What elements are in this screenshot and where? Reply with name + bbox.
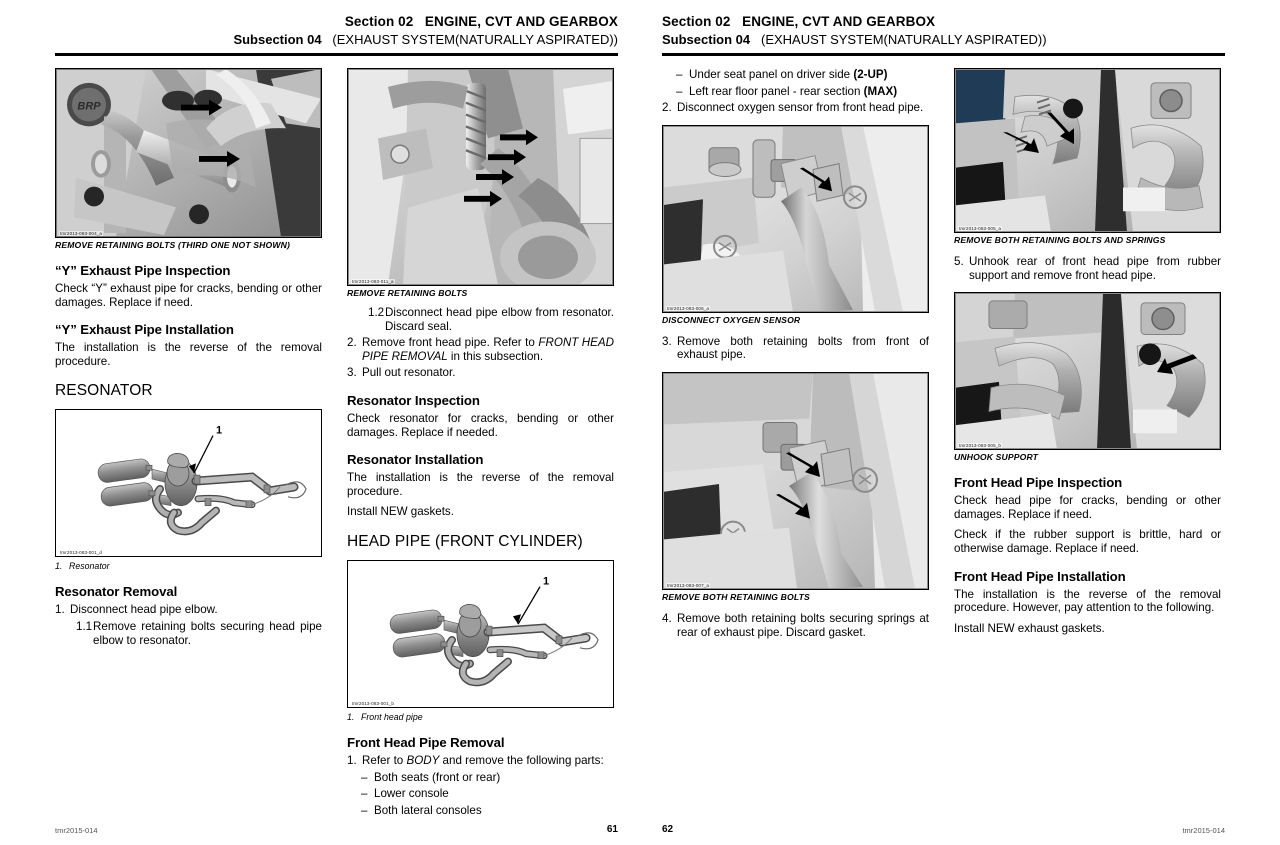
header-section-label: Section 02 [662, 14, 731, 29]
figure-remove-retaining-bolts-photo-2 [347, 68, 614, 286]
header-subsection-title: (EXHAUST SYSTEM(NATURALLY ASPIRATED)) [760, 32, 1047, 47]
step-text: Remove both retaining bolts securing springs at rear of exhaust pipe. Discard gasket. [677, 611, 929, 639]
dash-text: Both lateral consoles [374, 803, 482, 817]
dash-item [347, 787, 614, 801]
drawing-exhaust-assembly-front-head-pipe [348, 561, 613, 707]
figure-unhook-support [954, 292, 1221, 450]
figure-resonator-drawing [55, 409, 322, 557]
para-install-new-gaskets: Install NEW gaskets. [347, 505, 454, 519]
legend-number: 1. [347, 711, 355, 722]
step-text: Disconnect head pipe elbow. [70, 603, 218, 617]
page-left-column-1 [55, 68, 322, 824]
step-text-before: Refer to [362, 753, 407, 767]
para-front-head-pipe-installation-2: Install NEW exhaust gaskets. [954, 621, 1105, 635]
dash-marker: – [676, 68, 683, 81]
page-right-columns [662, 68, 1225, 646]
figure-remove-bolts-and-springs [954, 68, 1221, 233]
footer-page-number-left: 61 [606, 824, 618, 835]
step-text: Remove both retaining bolts from front of exhaust pipe. [677, 334, 929, 362]
step-number: 1.1 [76, 619, 93, 633]
figure-legend [55, 561, 322, 571]
figure-legend [347, 712, 614, 722]
step-number: 3. [662, 334, 672, 348]
page-left-column-2 [347, 68, 614, 824]
page-left-columns [55, 68, 618, 824]
list-step-3 [662, 335, 929, 362]
heading-y-exhaust-pipe-installation: “Y” Exhaust Pipe Installation [55, 322, 234, 338]
page-right-header [662, 0, 1225, 56]
header-subsection-title: (EXHAUST SYSTEM(NATURALLY ASPIRATED)) [332, 32, 618, 47]
figure-caption: REMOVE BOTH RETAINING BOLTS AND SPRINGS [954, 235, 1166, 245]
step-text-italic: FRONT HEAD PIPE REMOVAL [362, 336, 615, 363]
figure-code: tmr2013-083-011_a [352, 279, 394, 284]
header-subsection-line [662, 32, 1225, 47]
step-number: 1. [347, 753, 357, 767]
figure-caption: REMOVE RETAINING BOLTS [347, 288, 468, 298]
dash-marker: – [361, 787, 368, 801]
dash-item [662, 85, 929, 99]
para-front-head-pipe-installation-1: The installation is the reverse of the removal procedure. However, pay attention to the following. [954, 587, 1221, 615]
figure-code: tmr2013-083-007_a [667, 582, 710, 588]
figure-code: tmr2013-083-004_a [60, 231, 103, 236]
figure-remove-both-retaining-bolts [662, 372, 929, 590]
legend-number: 1. [55, 561, 63, 572]
page-left-header [55, 0, 618, 56]
page-right-column-1 [662, 68, 929, 646]
step-text: Disconnect head pipe elbow from resonator. Discard seal. [385, 306, 614, 333]
step-number: 1. [55, 603, 65, 617]
step-item [954, 255, 1221, 282]
dash-text: Under seat panel on driver side [689, 68, 854, 81]
header-subsection-line [55, 32, 618, 47]
para-front-head-pipe-inspection-1: Check head pipe for cracks, bending or other damages. Replace if need. [954, 494, 1221, 521]
heading-front-head-pipe-installation: Front Head Pipe Installation [954, 568, 1126, 584]
step-text: Remove retaining bolts securing head pipe elbow to resonator. [93, 619, 322, 647]
list-resonator-removal-steps-cont [347, 306, 614, 380]
step-item [662, 101, 929, 115]
step-item [662, 335, 929, 362]
header-rule [662, 53, 1225, 56]
step-number: 2. [662, 101, 672, 115]
header-section-line [55, 14, 618, 29]
step-text: Unhook rear of front head pipe from rubber support and remove front head pipe. [969, 255, 1221, 282]
footer-page-number-right: 62 [662, 824, 674, 835]
footer-doc-code-right: tmr2015-014 [1182, 826, 1225, 835]
header-subsection-label: Subsection 04 [233, 32, 322, 47]
dash-text: Left rear floor panel - rear section [689, 84, 864, 98]
figure-front-head-pipe-drawing [347, 560, 614, 708]
figure-remove-retaining-bolts-photo [55, 68, 322, 238]
heading-front-head-pipe-removal: Front Head Pipe Removal [347, 734, 505, 750]
header-subsection-label: Subsection 04 [662, 32, 751, 47]
step-item [347, 366, 614, 380]
para-y-exhaust-pipe-installation: The installation is the reverse of the removal procedure. [55, 341, 322, 368]
dash-marker: – [361, 770, 368, 784]
figure-caption: UNHOOK SUPPORT [954, 452, 1039, 463]
step-item [55, 603, 322, 617]
photo-bolts-and-springs [955, 69, 1220, 232]
heading-head-pipe-section: HEAD PIPE (FRONT CYLINDER) [347, 532, 583, 550]
figure-code: tmr2013-083-001_d [60, 550, 103, 556]
para-resonator-installation: The installation is the reverse of the removal procedure. [347, 471, 614, 498]
step-item [347, 306, 614, 333]
callout-1: 1 [216, 425, 223, 438]
dash-marker: – [676, 84, 683, 98]
figure-code: tmr2013-083-005_a [959, 226, 1002, 231]
step-text-after: and remove the following parts: [439, 753, 604, 767]
list-step-4 [662, 612, 929, 639]
step-number: 5. [954, 255, 964, 268]
heading-y-exhaust-pipe-inspection: “Y” Exhaust Pipe Inspection [55, 263, 231, 278]
callout-1: 1 [543, 575, 550, 588]
photo-unhook-support [955, 293, 1220, 449]
legend-text: Resonator [69, 561, 110, 572]
heading-resonator-installation: Resonator Installation [347, 452, 484, 468]
photo-shock-exhaust-bolts [348, 69, 613, 285]
page-right [640, 0, 1280, 845]
heading-resonator-inspection: Resonator Inspection [347, 392, 480, 408]
header-section-title: ENGINE, CVT AND GEARBOX [424, 14, 618, 29]
step-item [662, 612, 929, 639]
step-item [347, 336, 614, 363]
step-text: Disconnect oxygen sensor from front head pipe. [677, 101, 924, 115]
para-resonator-inspection: Check resonator for cracks, bending or other damages. Replace if needed. [347, 411, 614, 439]
dash-marker: – [361, 803, 368, 817]
header-section-line [662, 14, 1225, 29]
photo-engine-exhaust-bolts [56, 69, 321, 237]
step-item [55, 620, 322, 647]
photo-oxygen-sensor [663, 126, 928, 312]
list-front-head-pipe-removal [347, 754, 614, 817]
heading-front-head-pipe-inspection: Front Head Pipe Inspection [954, 475, 1123, 491]
list-step-5 [954, 255, 1221, 282]
figure-code: tmr2013-083-001_b [352, 700, 395, 706]
step-text: Pull out resonator. [362, 366, 456, 380]
svg-text:BRP: BRP [77, 100, 101, 113]
header-rule [55, 53, 618, 56]
step-text-after: in this subsection. [447, 349, 544, 363]
list-resonator-removal-steps [55, 603, 322, 647]
figure-code: tmr2013-083-005_b [959, 443, 1002, 449]
footer-doc-code-left: tmr2015-014 [55, 826, 98, 835]
para-front-head-pipe-inspection-2: Check if the rubber support is brittle, hard or otherwise damage. Replace if need. [954, 528, 1221, 555]
figure-caption: REMOVE RETAINING BOLTS (THIRD ONE NOT SHOWN) [55, 240, 290, 250]
dash-text: Lower console [374, 787, 449, 801]
heading-resonator-section: RESONATOR [55, 382, 153, 400]
header-section-title: ENGINE, CVT AND GEARBOX [742, 14, 936, 29]
dash-text: Both seats (front or rear) [374, 770, 501, 784]
dash-item [347, 771, 614, 785]
step-item [347, 754, 614, 768]
dash-text-bold: (MAX) [863, 84, 898, 98]
step-number: 2. [347, 336, 357, 350]
photo-retaining-bolts-front [663, 373, 928, 589]
step-text-before: Remove front head pipe. Refer to [362, 336, 539, 350]
figure-caption: REMOVE BOTH RETAINING BOLTS [662, 591, 810, 602]
header-section-label: Section 02 [344, 14, 414, 29]
drawing-exhaust-assembly-resonator [56, 410, 321, 556]
page-right-column-2 [954, 68, 1221, 646]
dash-item [347, 804, 614, 818]
para-y-exhaust-pipe-inspection: Check “Y” exhaust pipe for cracks, bending or other damages. Replace if need. [55, 282, 322, 309]
figure-caption: DISCONNECT OXYGEN SENSOR [662, 314, 801, 325]
list-removal-parts-cont [662, 68, 929, 115]
step-number: 1.2 [368, 306, 385, 319]
figure-code: tmr2013-083-006_a [667, 305, 710, 311]
legend-text: Front head pipe [361, 711, 423, 722]
step-number: 3. [347, 366, 357, 380]
heading-resonator-removal: Resonator Removal [55, 584, 178, 600]
step-text-italic: BODY [406, 753, 440, 767]
figure-disconnect-oxygen-sensor [662, 125, 929, 313]
dash-text-bold: (2-UP) [853, 68, 888, 81]
step-number: 4. [662, 611, 672, 625]
dash-item [662, 68, 929, 82]
